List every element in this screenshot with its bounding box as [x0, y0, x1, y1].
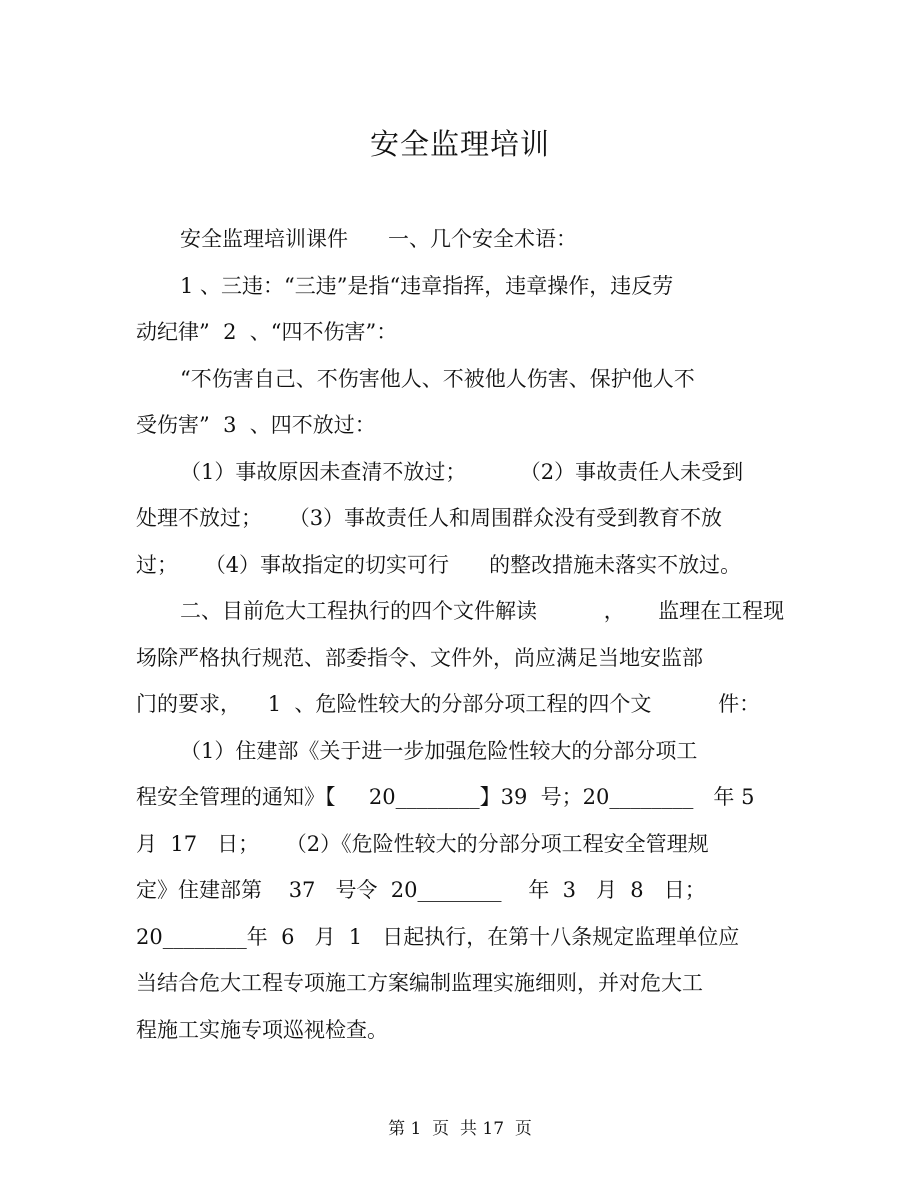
body-line: 程安全管理的通知》【 20________】39 号；20________ 年 5	[136, 785, 755, 809]
document-title: 安全监理培训	[369, 127, 550, 161]
body-line: 安全监理培训课件 一、几个安全术语：	[180, 227, 578, 251]
document-body	[136, 216, 785, 1053]
body-line: 1 、三违：“三违”是指“违章指挥，违章操作，违反劳	[180, 273, 674, 298]
body-line: 20________年 6 月 1 日起执行，在第十八条规定监理单位应	[136, 924, 740, 949]
body-line: （1）事故原因未查清不放过； （2）事故责任人未受到	[180, 459, 744, 484]
body-line: 程施工实施专项巡视检查。	[136, 1017, 388, 1042]
body-line: 处理不放过； （3）事故责任人和周围群众没有受到教育不放	[136, 506, 723, 530]
body-line: 动纪律” 2 、“四不伤害”：	[136, 320, 398, 344]
page-number-footer: 第 1 页 共 17 页	[388, 1119, 532, 1139]
body-line: 门的要求， 1 、危险性较大的分部分项工程的四个文 件：	[136, 692, 761, 716]
body-line: 过； （4）事故指定的切实可行 的整改措施未落实不放过。	[136, 552, 742, 577]
body-line: 场除严格执行规范、部委指令、文件外，尚应满足当地安监部	[136, 645, 703, 670]
body-line: 二、目前危大工程执行的四个文件解读 ， 监理在工程现	[180, 599, 785, 623]
body-line: （1）住建部《关于进一步加强危险性较大的分部分项工	[180, 738, 698, 763]
body-line: 当结合危大工程专项施工方案编制监理实施细则，并对危大工	[136, 971, 703, 995]
body-line: 月 17 日； （2）《危险性较大的分部分项工程安全管理规	[136, 831, 709, 856]
body-line: “不伤害自己、不伤害他人、不被他人伤害、保护他人不	[180, 366, 695, 391]
body-line: 定》住建部第 37 号令 20________ 年 3 月 8 日；	[136, 878, 706, 902]
body-line: 受伤害” 3 、四不放过：	[136, 413, 376, 437]
